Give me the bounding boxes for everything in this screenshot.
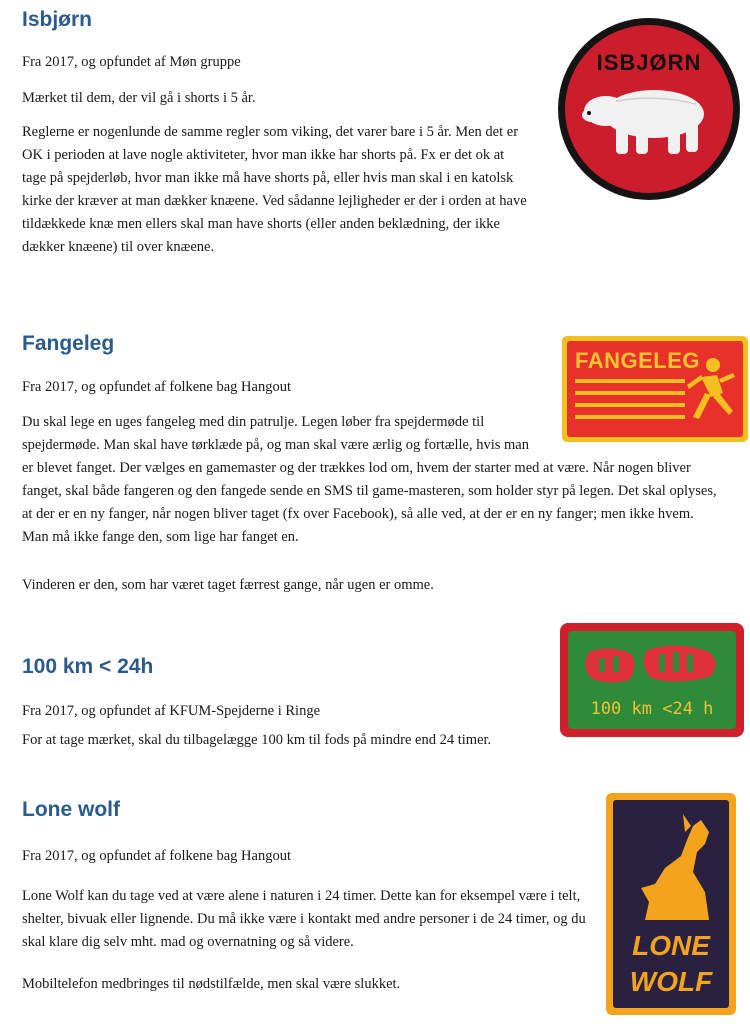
isbjorn-badge [556,16,742,202]
100km-badge [559,622,745,738]
section-origin: Fra 2017, og opfundet af folkene bag Hangout [22,848,291,864]
section-paragraph: Lone Wolf kan du tage ved at være alene i naturen i 24 timer. Dette kan for eksempel være i telt, shelter, bivuak eller lignende. Du må ikke være i kontakt med andre personer i de 24 timer, og du skal klare dig selv mht. mad og overnatning og så videre. [22,888,586,950]
badge-label-line2: WOLF [629,966,713,997]
section-origin: Fra 2017, og opfundet af folkene bag Hangout [22,379,291,395]
section-origin: Fra 2017, og opfundet af Møn gruppe [22,54,241,70]
section-origin: Fra 2017, og opfundet af KFUM-Spejderne i Ringe [22,703,321,719]
badge-label: ISBJØRN [596,50,702,75]
section-title: Lone wolf [22,798,120,821]
paragraph-text: Reglerne er nogenlunde de samme regler som viking, det varer bare i 5 år. Men det er OK i perioden at lave nogle aktiviteter, hvor man ikke har shorts på. Fx er det ok at tage på spejderløb, hvor man ikke må have shorts på, eller hvis man skal i en katolsk kirke der kræver at man dækker knæene. Ved sådanne lejligheder er der i orden at have tildækkede knæ men ellers skal man have shorts (eller anden beklædning, der ikke dækker knæene) til over knæene. [22,124,527,255]
badge-label-line1: LONE [632,930,710,961]
paragraph-text: Du skal lege en uges fangeleg med din patrulje. Legen løber fra spejdermøde til spejdermøde. Man skal have tørklæde på, og man skal være ærlig og fortælle, hvis man er blevet fanget. Der vælges en gamemaster og der trækkes lod om, hvem der starter med at være. Når nogen bliver fanget, skal både fangeren og den fangede sende en SMS til game-masteren, som holder styr på legen. Det skal oplyses, at der er en ny fanger, når nogen bliver taget (fx over Facebook), så alle ved, at der er en ny fanger; men ikke hvem. Man må ikke fange den, som lige har fanget en. [22,414,717,545]
section-title: Fangeleg [22,332,115,355]
fangeleg-badge [561,335,749,443]
section-title: Isbjørn [22,8,93,31]
section-paragraph: For at tage mærket, skal du tilbagelægge 100 km til fods på mindre end 24 timer. [22,732,492,748]
badge-label: FANGELEG [575,348,701,373]
section-title: 100 km < 24h [22,655,154,678]
section-paragraph: Mobiltelefon medbringes til nødstilfælde, men skal være slukket. [22,976,401,992]
section-paragraph: Vinderen er den, som har været taget færrest gange, når ugen er omme. [22,577,434,593]
badge-label: 100 km <24 h [590,699,714,719]
section-paragraph: Mærket til dem, der vil gå i shorts i 5 år. [22,90,256,106]
lone-wolf-badge [605,792,737,1016]
